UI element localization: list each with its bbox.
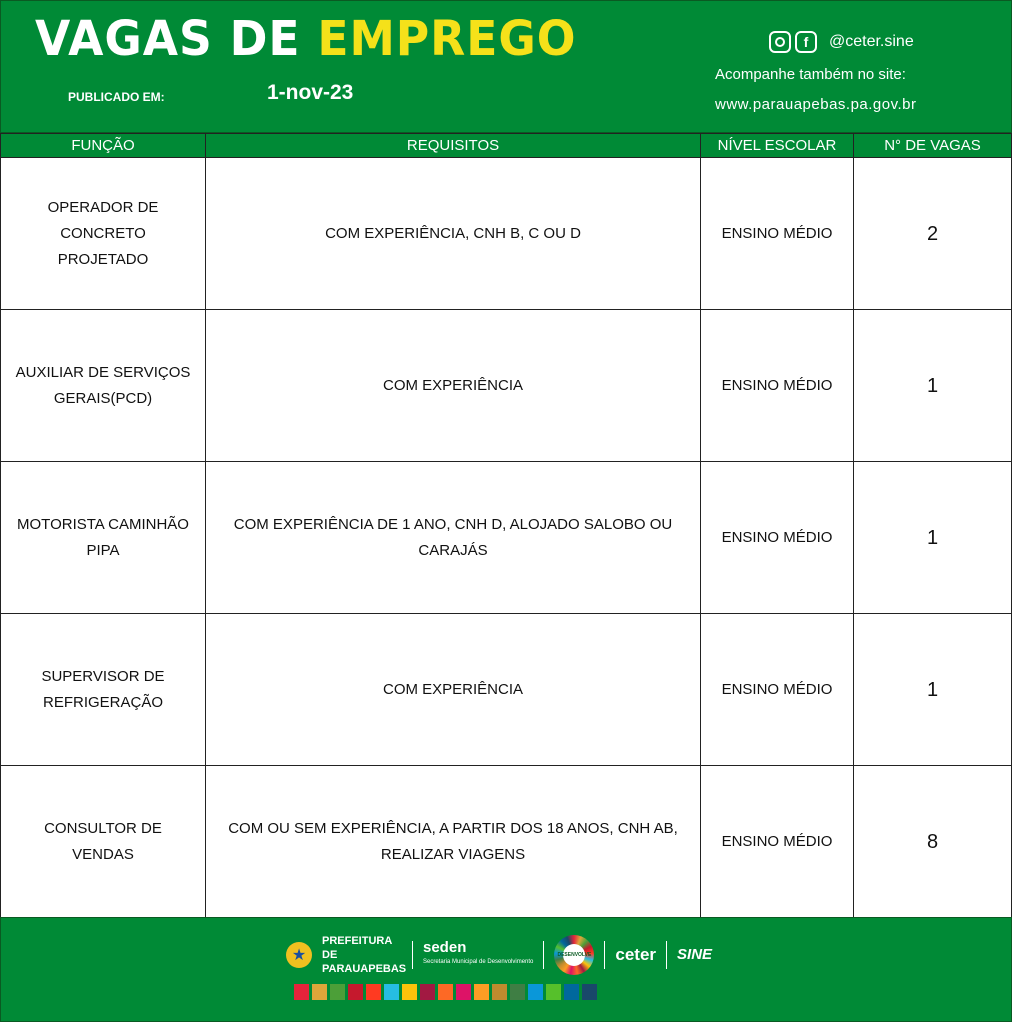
education-cell: ENSINO MÉDIO bbox=[701, 158, 854, 310]
sdg-goal-icon bbox=[492, 984, 507, 1000]
table-row bbox=[1, 158, 1012, 310]
header-banner bbox=[0, 0, 1012, 133]
published-label: PUBLICADO EM: bbox=[68, 90, 165, 104]
social-links bbox=[769, 31, 914, 53]
requirements-cell: COM EXPERIÊNCIA bbox=[206, 614, 701, 766]
openings-cell: 1 bbox=[854, 614, 1012, 766]
sdg-goal-icon bbox=[474, 984, 489, 1000]
requirements-cell: COM EXPERIÊNCIA, CNH B, C OU D bbox=[206, 158, 701, 310]
sdg-goal-icon bbox=[528, 984, 543, 1000]
column-header-requisitos: REQUISITOS bbox=[206, 134, 701, 158]
divider bbox=[666, 941, 667, 969]
sdg-goal-icon bbox=[564, 984, 579, 1000]
seden-sub: Secretaria Municipal de Desenvolvimento bbox=[423, 959, 534, 965]
sdg-goal-icon bbox=[366, 984, 381, 1000]
sdg-icons bbox=[294, 984, 597, 1000]
title-white: VAGAS DE bbox=[35, 11, 301, 67]
sdg-goal-icon bbox=[420, 984, 435, 1000]
education-cell: ENSINO MÉDIO bbox=[701, 310, 854, 462]
social-handle: @ceter.sine bbox=[829, 33, 914, 50]
sdg-goal-icon bbox=[402, 984, 417, 1000]
openings-cell: 1 bbox=[854, 310, 1012, 462]
column-header-nivel: NÍVEL ESCOLAR bbox=[701, 134, 854, 158]
sdg-goal-icon bbox=[294, 984, 309, 1000]
sdg-goal-icon bbox=[546, 984, 561, 1000]
sdg-goal-icon bbox=[312, 984, 327, 1000]
sdg-goal-icon bbox=[582, 984, 597, 1000]
table-row bbox=[1, 310, 1012, 462]
table-row bbox=[1, 614, 1012, 766]
education-cell: ENSINO MÉDIO bbox=[701, 766, 854, 918]
requirements-cell: COM EXPERIÊNCIA bbox=[206, 310, 701, 462]
divider bbox=[543, 941, 544, 969]
facebook-icon[interactable]: f bbox=[795, 31, 817, 53]
table-header-row bbox=[1, 134, 1012, 158]
sdg-wheel-logo bbox=[554, 935, 594, 975]
desenvolve-text: DESENVOLVE bbox=[563, 944, 585, 966]
footer-logos bbox=[0, 917, 1012, 1022]
divider bbox=[604, 941, 605, 969]
job-title-cell: SUPERVISOR DE REFRIGERAÇÃO bbox=[1, 614, 206, 766]
sdg-goal-icon bbox=[456, 984, 471, 1000]
column-header-vagas: N° DE VAGAS bbox=[854, 134, 1012, 158]
requirements-cell: COM OU SEM EXPERIÊNCIA, A PARTIR DOS 18 ANOS, CNH AB, REALIZAR VIAGENS bbox=[206, 766, 701, 918]
education-cell: ENSINO MÉDIO bbox=[701, 462, 854, 614]
requirements-cell: COM EXPERIÊNCIA DE 1 ANO, CNH D, ALOJADO SALOBO OU CARAJÁS bbox=[206, 462, 701, 614]
sdg-goal-icon bbox=[330, 984, 345, 1000]
sdg-goal-icon bbox=[348, 984, 363, 1000]
job-title-cell: MOTORISTA CAMINHÃO PIPA bbox=[1, 462, 206, 614]
sdg-goal-icon bbox=[384, 984, 399, 1000]
sdg-goal-icon bbox=[510, 984, 525, 1000]
logo-ceter: ceter bbox=[615, 945, 657, 964]
logo-prefeitura: PREFEITURA DE PARAUAPEBAS bbox=[322, 935, 407, 975]
job-title-cell: OPERADOR DE CONCRETO PROJETADO bbox=[1, 158, 206, 310]
title-yellow: EMPREGO bbox=[317, 11, 577, 67]
website-link[interactable]: www.parauapebas.pa.gov.br bbox=[715, 96, 917, 113]
openings-cell: 2 bbox=[854, 158, 1012, 310]
table-row bbox=[1, 462, 1012, 614]
openings-cell: 8 bbox=[854, 766, 1012, 918]
follow-text: Acompanhe também no site: bbox=[715, 66, 906, 83]
column-header-funcao: FUNÇÃO bbox=[1, 134, 206, 158]
logo-sine: SINE bbox=[677, 946, 713, 963]
divider bbox=[412, 941, 413, 969]
openings-cell: 1 bbox=[854, 462, 1012, 614]
parauapebas-star-icon: ★ bbox=[286, 942, 312, 968]
seden-text: seden bbox=[423, 939, 467, 956]
published-date: 1-nov-23 bbox=[267, 81, 354, 104]
logo-seden bbox=[423, 941, 533, 969]
instagram-icon[interactable] bbox=[769, 31, 791, 53]
job-title-cell: AUXILIAR DE SERVIÇOS GERAIS(PCD) bbox=[1, 310, 206, 462]
table-row bbox=[1, 766, 1012, 918]
job-title-cell: CONSULTOR DE VENDAS bbox=[1, 766, 206, 918]
page-title bbox=[35, 11, 576, 67]
education-cell: ENSINO MÉDIO bbox=[701, 614, 854, 766]
jobs-table bbox=[0, 133, 1012, 918]
sdg-goal-icon bbox=[438, 984, 453, 1000]
